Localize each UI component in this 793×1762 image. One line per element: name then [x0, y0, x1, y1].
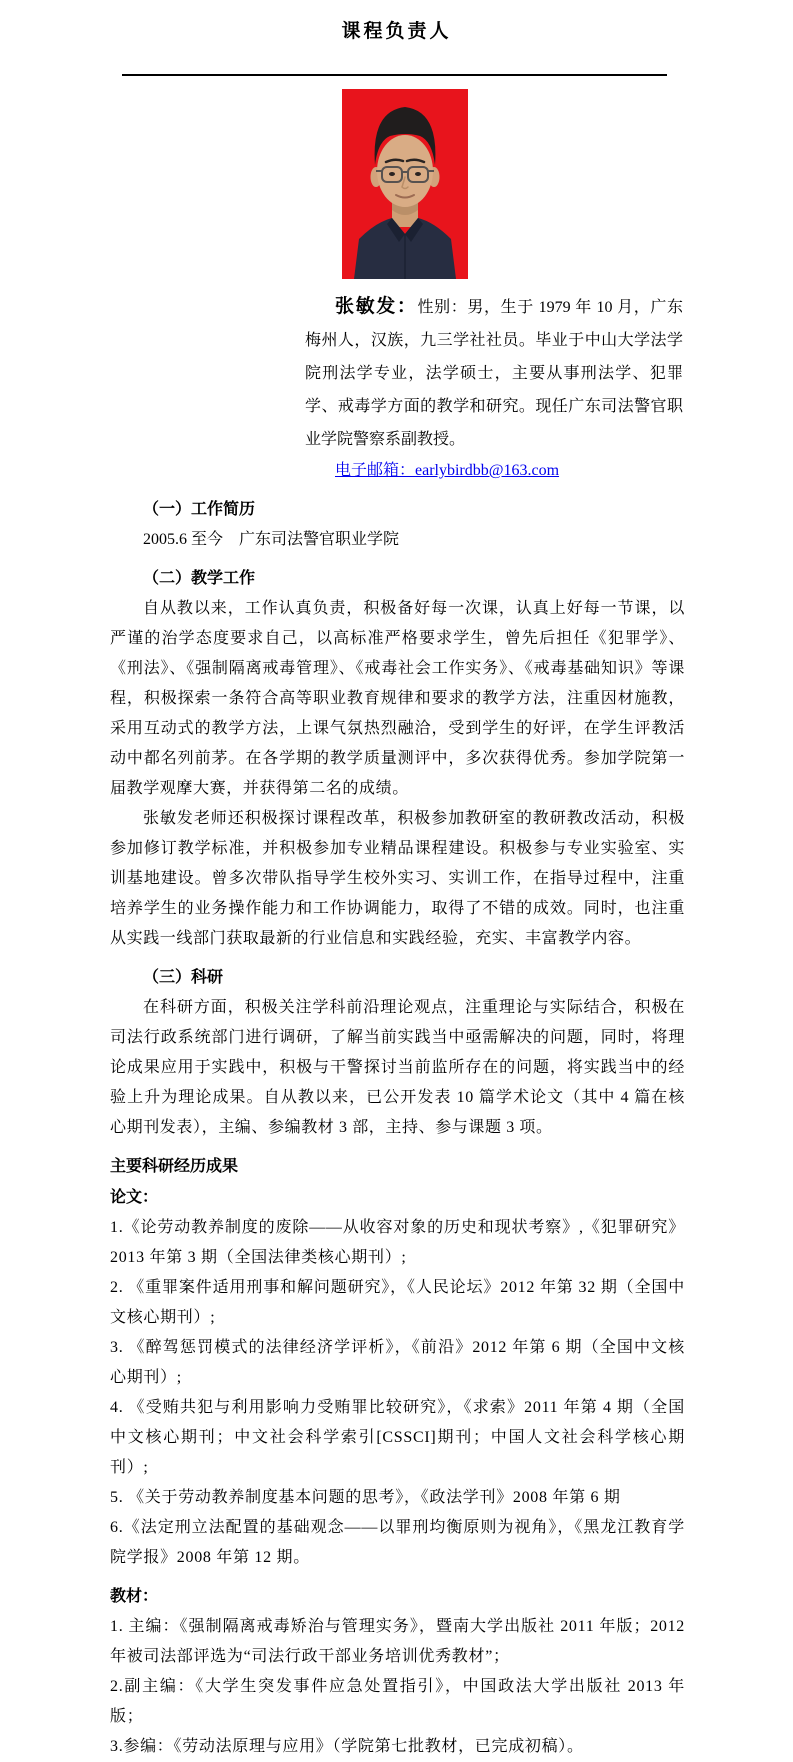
paper-item: 1.《论劳动教养制度的废除——从收容对象的历史和现状考察》,《犯罪研究》2013 年第 3 期（全国法律类核心期刊）; [110, 1219, 685, 1266]
bio-text: 性别：男，生于 1979 年 10 月，广东梅州人，汉族，九三学社社员。毕业于中山大学法学院刑法学专业，法学硕士，主要从事刑法学、犯罪学、戒毒学方面的教学和研究。现任广东司法警官职业学院警察系副教授。 [305, 299, 683, 448]
textbook-item: 1. 主编：《强制隔离戒毒矫治与管理实务》，暨南大学出版社 2011 年版；2012 年被司法部评选为“司法行政干部业务培训优秀教材”； [110, 1618, 690, 1665]
teaching-paragraph-2: 张敏发老师还积极探讨课程改革，积极参加教研室的教研教改活动，积极参加修订教学标准，并积极参加专业精品课程建设。积极参与专业实验室、实训基地建设。曾多次带队指导学生校外实习、实训工作，在指导过程中，注重培养学生的业务操作能力和工作协调能力，取得了不错的成效。同时，也注重从实践一线部门获取最新的行业信息和实践经验，充实、丰富教学内容。 [110, 810, 685, 947]
title-divider [122, 74, 667, 76]
bio-paragraph [305, 290, 683, 456]
textbook-item: 3.参编：《劳动法原理与应用》（学院第七批教材，已完成初稿）。 [110, 1738, 584, 1755]
paper-item: 4. 《受贿共犯与利用影响力受贿罪比较研究》，《求索》2011 年第 4 期（全国中文核心期刊；中文社会科学索引[CSSCI]期刊；中国人文社会科学核心期刊）; [110, 1399, 685, 1476]
portrait-photo [342, 89, 468, 279]
paper-item: 6.《法定刑立法配置的基础观念——以罪刑均衡原则为视角》，《黑龙江教育学院学报》2008 年第 12 期。 [110, 1519, 685, 1566]
teaching-paragraph-1: 自从教以来，工作认真负责，积极备好每一次课，认真上好每一节课，以严谨的治学态度要求自己，以高标准严格要求学生，曾先后担任《犯罪学》、《刑法》、《强制隔离戒毒管理》、《戒毒社会工作实务》、《戒毒基础知识》等课程，积极探索一条符合高等职业教育规律和要求的教学方法，注重因材施教，采用互动式的教学方法，上课气氛热烈融洽，受到学生的好评，在学生评教活动中都名列前茅。在各学期的教学质量测评中，多次获得优秀。参加学院第一届教学观摩大赛，并获得第二名的成绩。 [110, 600, 685, 797]
person-name: 张敏发： [335, 296, 418, 317]
research-paragraph: 在科研方面，积极关注学科前沿理论观点，注重理论与实际结合，积极在司法行政系统部门进行调研，了解当前实践当中亟需解决的问题，同时，将理论成果应用于实践中，积极与干警探讨当前监所存在的问题，将实践当中的经验上升为理论成果。自从教以来，已公开发表 10 篇学术论文（其中 4 篇在核心期刊发表），主编、参编教材 3 部，主持、参与课题 3 项。 [110, 999, 685, 1136]
paper-item: 5. 《关于劳动教养制度基本问题的思考》，《政法学刊》2008 年第 6 期 [110, 1489, 621, 1506]
paper-item: 2. 《重罪案件适用刑事和解问题研究》，《人民论坛》2012 年第 32 期（全国中文核心期刊）; [110, 1279, 685, 1326]
work-history-heading: （一）工作简历 [143, 501, 256, 518]
paper-item: 3. 《醉驾惩罚模式的法律经济学评析》，《前沿》2012 年第 6 期（全国中文核心期刊）; [110, 1339, 685, 1386]
textbooks-label: 教材： [110, 1588, 159, 1605]
textbook-item: 2.副主编：《大学生突发事件应急处置指引》，中国政法大学出版社 2013 年版； [110, 1678, 685, 1725]
document-body [110, 494, 690, 1762]
teaching-heading: （二）教学工作 [143, 570, 256, 587]
research-heading: （三）科研 [143, 969, 224, 986]
page-title: 课程负责人 [341, 21, 452, 42]
work-history-entry: 2005.6 至今 广东司法警官职业学院 [143, 531, 400, 548]
papers-label: 论文： [110, 1189, 159, 1206]
email-link[interactable]: 电子邮箱：earlybirdbb@163.com [335, 462, 560, 479]
email-row [335, 456, 793, 486]
achievements-heading: 主要科研经历成果 [110, 1158, 239, 1175]
